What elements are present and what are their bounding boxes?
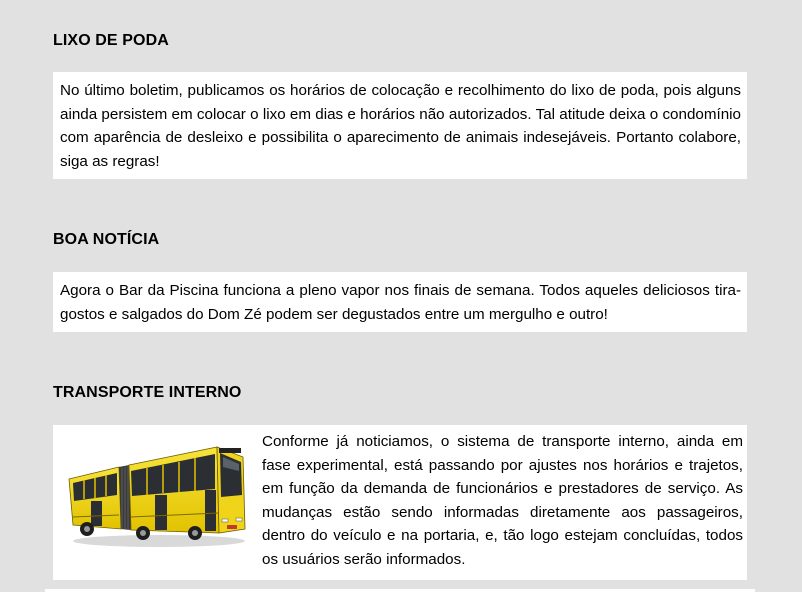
- section-title-transporte-interno: TRANSPORTE INTERNO: [53, 384, 242, 401]
- bus-image: [67, 437, 249, 549]
- section-box-boa-noticia: [53, 272, 747, 332]
- section-body-boa-noticia: Agora o Bar da Piscina funciona a pleno vapor nos finais de semana. Todos aqueles deliciosos tira-gostos e salgados do Dom Zé podem ser degustados entre um mergulho e outro!: [60, 282, 741, 323]
- section-box-lixo-de-poda: [53, 72, 747, 179]
- bus-icon: [67, 437, 249, 549]
- section-title-boa-noticia: BOA NOTÍCIA: [53, 231, 160, 248]
- section-body-lixo-de-poda: No último boletim, publicamos os horários de colocação e recolhimento do lixo de poda, pois alguns ainda persistem em colocar o lixo em dias e horários não autorizados. Tal atitude deixa o condomínio com aparência de desleixo e possibilita o aparecimento de animais indesejáveis. Portanto colabore, siga as regras!: [60, 82, 741, 170]
- section-title-lixo-de-poda: LIXO DE PODA: [53, 32, 169, 49]
- section-box-transporte-interno: [53, 425, 747, 580]
- section-body-transporte-interno: Conforme já noticiamos, o sistema de transporte interno, ainda em fase experimental, está passando por ajustes nos horários e trajetos, em função da demanda de funcionários e prestadores de serviço. As mudanças estão sendo informadas diretamente aos passageiros, dentro do veículo e na portaria, e, tão logo estejam concluídas, todos os usuários serão informados.: [262, 433, 743, 568]
